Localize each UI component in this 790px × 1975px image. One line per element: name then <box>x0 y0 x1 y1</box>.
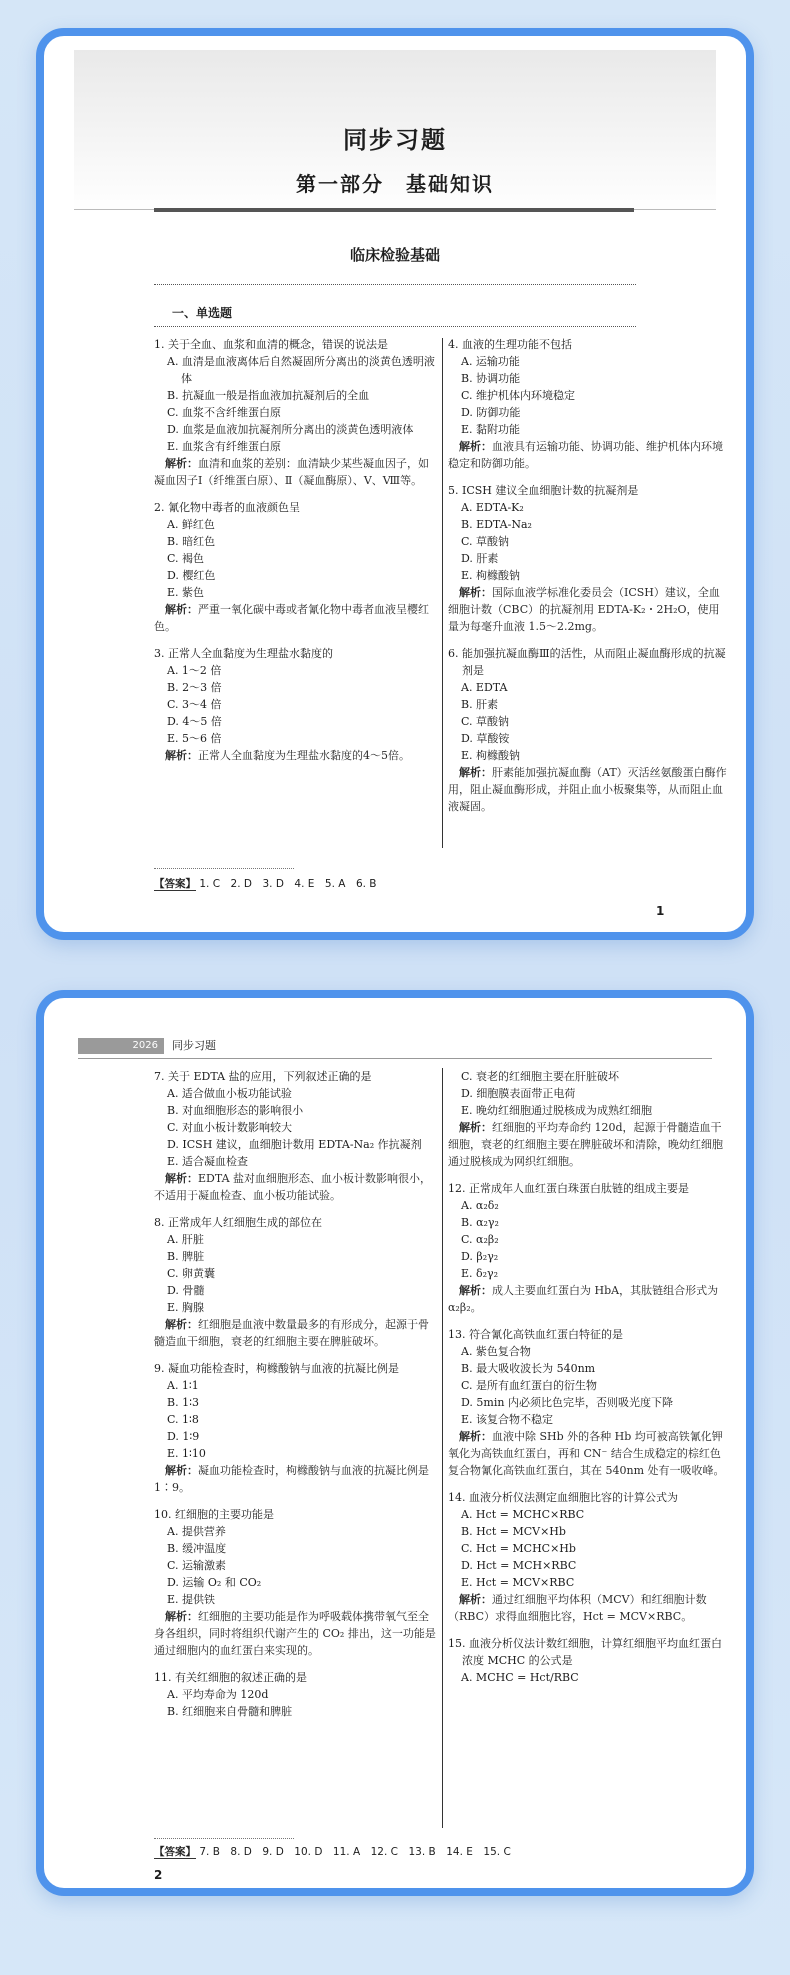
analysis-text: 血液中除 SHb 外的各种 Hb 均可被高铁氰化钾氧化为高铁血红蛋白，再和 CN⁻ 结合生成稳定的棕红色复合物氰化高铁血红蛋白，其在 540nm 处有一吸收峰。 <box>448 1430 725 1477</box>
question-option: C. 血浆不含纤维蛋白原 <box>167 406 282 419</box>
question-option: E. δ₂γ₂ <box>461 1267 499 1280</box>
question-option: D. 5min 内必须比色完毕，否则吸光度下降 <box>461 1396 673 1409</box>
title-rule-right <box>634 209 716 210</box>
analysis-label: 解析： <box>165 457 198 470</box>
analysis <box>154 1170 436 1204</box>
question-option: D. Hct = MCH×RBC <box>461 1559 577 1572</box>
question-option: A. 1∶1 <box>167 1379 199 1392</box>
analysis-label: 解析： <box>459 1284 492 1297</box>
question-option: B. 暗红色 <box>167 535 216 548</box>
question-option: E. 提供铁 <box>167 1593 216 1606</box>
answer-key-label: 【答案】 <box>154 878 196 890</box>
question-stem: 12. 正常成年人血红蛋白珠蛋白肽链的组成主要是 <box>448 1182 689 1195</box>
answer-key <box>154 876 377 891</box>
page-card-1 <box>36 28 754 940</box>
analysis-text: 通过红细胞平均体积（MCV）和红细胞计数（RBC）求得血细胞比容，Hct = MCV×RBC。 <box>448 1593 707 1623</box>
question-option: B. 对血细胞形态的影响很小 <box>167 1104 304 1117</box>
question-item <box>448 482 730 635</box>
analysis-text: 红细胞的平均寿命约 120d，起源于骨髓造血干细胞，衰老的红细胞主要在脾脏破坏和清除，晚幼红细胞通过脱核成为网织红细胞。 <box>448 1121 723 1168</box>
question-option: E. 黏附功能 <box>461 423 521 436</box>
question-item <box>448 1326 730 1479</box>
question-option: B. 协调功能 <box>461 372 521 385</box>
right-column <box>448 336 730 825</box>
analysis-label: 解析： <box>459 1430 492 1443</box>
question-option: E. 枸橼酸钠 <box>461 749 521 762</box>
question-option: E. 5～6 倍 <box>167 732 222 745</box>
question-stem: 10. 红细胞的主要功能是 <box>154 1508 274 1521</box>
question-option: D. 草酸铵 <box>461 732 510 745</box>
question-option: B. 2～3 倍 <box>167 681 222 694</box>
question-option: E. 适合凝血检查 <box>167 1155 249 1168</box>
question-option: E. 血浆含有纤维蛋白原 <box>167 440 282 453</box>
column-divider <box>442 1068 443 1828</box>
question-option: C. 衰老的红细胞主要在肝脏破坏 <box>461 1070 620 1083</box>
question-item <box>154 1669 436 1720</box>
question-item <box>448 1068 730 1170</box>
page-card-2 <box>36 990 754 1896</box>
question-option: A. 1～2 倍 <box>167 664 222 677</box>
question-item <box>448 645 730 815</box>
analysis-label: 解析： <box>165 1464 198 1477</box>
analysis-label: 解析： <box>165 603 198 616</box>
question-option: A. MCHC = Hct/RBC <box>461 1671 579 1684</box>
answers-rule <box>154 868 294 869</box>
question-option: A. EDTA <box>461 681 508 694</box>
question-stem: 7. 关于 EDTA 盐的应用，下列叙述正确的是 <box>154 1070 372 1083</box>
chapter-title: 临床检验基础 <box>349 246 440 264</box>
analysis <box>154 601 436 635</box>
analysis-text: 严重一氧化碳中毒或者氰化物中毒者血液呈樱红色。 <box>154 603 429 633</box>
question-option: B. Hct = MCV×Hb <box>461 1525 566 1538</box>
analysis-text: 红细胞的主要功能是作为呼吸载体携带氧气至全身各组织，同时将组织代谢产生的 CO₂ 排出，这一功能是通过细胞内的血红蛋白来实现的。 <box>154 1610 436 1657</box>
left-column <box>154 1068 436 1730</box>
analysis <box>154 1608 436 1659</box>
answers-rule <box>154 1838 294 1839</box>
question-option: A. 鲜红色 <box>167 518 215 531</box>
question-option: E. Hct = MCV×RBC <box>461 1576 575 1589</box>
analysis-text: 血清和血浆的差别：血清缺少某些凝血因子，如凝血因子Ⅰ（纤维蛋白原）、Ⅱ（凝血酶原）、Ⅴ、Ⅷ等。 <box>154 457 429 487</box>
dotted-divider <box>154 284 636 285</box>
question-option: D. 防御功能 <box>461 406 521 419</box>
question-option: A. 运输功能 <box>461 355 520 368</box>
title-banner <box>74 50 716 212</box>
analysis <box>448 584 730 635</box>
analysis-label: 解析： <box>165 1172 198 1185</box>
question-option: E. 1∶10 <box>167 1447 206 1460</box>
analysis-label: 解析： <box>165 1318 198 1331</box>
analysis-label: 解析： <box>459 766 492 779</box>
analysis-text: 正常人全血黏度为生理盐水黏度的4～5倍。 <box>198 749 410 762</box>
question-stem: 9. 凝血功能检查时，枸橼酸钠与血液的抗凝比例是 <box>154 1362 399 1375</box>
question-option: D. 细胞膜表面带正电荷 <box>461 1087 576 1100</box>
question-option: A. Hct = MCHC×RBC <box>461 1508 585 1521</box>
question-option: A. 血清是血液离体后自然凝固所分离出的淡黄色透明液体 <box>167 355 435 385</box>
header-title: 同步习题 <box>172 1039 216 1052</box>
question-stem: 11. 有关红细胞的叙述正确的是 <box>154 1671 307 1684</box>
question-option: C. 卵黄囊 <box>167 1267 216 1280</box>
question-option: C. 对血小板计数影响较大 <box>167 1121 293 1134</box>
question-option: C. 草酸钠 <box>461 535 510 548</box>
question-option: D. 1∶9 <box>167 1430 200 1443</box>
question-option: C. 3～4 倍 <box>167 698 222 711</box>
analysis <box>448 1119 730 1170</box>
analysis <box>448 1591 730 1625</box>
answer-key <box>154 1844 511 1859</box>
analysis <box>154 455 436 489</box>
question-option: A. α₂δ₂ <box>461 1199 499 1212</box>
left-column <box>154 336 436 774</box>
question-option: E. 胸腺 <box>167 1301 205 1314</box>
question-stem: 14. 血液分析仪法测定血细胞比容的计算公式为 <box>448 1491 678 1504</box>
question-option: D. 肝素 <box>461 552 499 565</box>
analysis-label: 解析： <box>165 749 198 762</box>
analysis-text: 血液具有运输功能、协调功能、维护机体内环境稳定和防御功能。 <box>448 440 723 470</box>
analysis-text: 凝血功能检查时，枸橼酸钠与血液的抗凝比例是 1∶9。 <box>154 1464 429 1494</box>
question-option: B. EDTA-Na₂ <box>461 518 532 531</box>
analysis <box>448 438 730 472</box>
question-option: A. 提供营养 <box>167 1525 226 1538</box>
analysis-label: 解析： <box>165 1610 198 1623</box>
question-stem: 3. 正常人全血黏度为生理盐水黏度的 <box>154 647 333 660</box>
question-option: B. 脾脏 <box>167 1250 205 1263</box>
question-option: A. 紫色复合物 <box>461 1345 531 1358</box>
question-option: C. Hct = MCHC×Hb <box>461 1542 576 1555</box>
analysis <box>448 1428 730 1479</box>
right-column <box>448 1068 730 1696</box>
answer-key-label: 【答案】 <box>154 1846 196 1858</box>
question-option: D. 骨髓 <box>167 1284 205 1297</box>
question-option: A. 适合做血小板功能试验 <box>167 1087 292 1100</box>
question-item <box>154 1506 436 1659</box>
analysis-label: 解析： <box>459 440 492 453</box>
question-option: D. β₂γ₂ <box>461 1250 499 1263</box>
question-option: D. 血浆是血液加抗凝剂所分离出的淡黄色透明液体 <box>167 423 414 436</box>
question-option: A. 平均寿命为 120d <box>167 1688 269 1701</box>
analysis-text: 国际血液学标准化委员会（ICSH）建议，全血细胞计数（CBC）的抗凝剂用 EDTA-K₂・2H₂O，使用量为每毫升血液 1.5～2.2mg。 <box>448 586 720 633</box>
analysis-label: 解析： <box>459 586 492 599</box>
part-title: 第一部分 基础知识 <box>296 172 494 196</box>
question-stem: 13. 符合氰化高铁血红蛋白特征的是 <box>448 1328 623 1341</box>
analysis-label: 解析： <box>459 1593 492 1606</box>
question-option: B. 缓冲温度 <box>167 1542 227 1555</box>
question-stem: 5. ICSH 建议全血细胞计数的抗凝剂是 <box>448 484 639 497</box>
question-stem: 4. 血液的生理功能不包括 <box>448 338 572 351</box>
analysis <box>448 1282 730 1316</box>
question-option: E. 枸橼酸钠 <box>461 569 521 582</box>
question-item <box>448 1180 730 1316</box>
question-item <box>154 499 436 635</box>
analysis-text: 肝素能加强抗凝血酶（AT）灭活丝氨酸蛋白酶作用，阻止凝血酶形成，并阻止血小板聚集等，从而阻止血液凝固。 <box>448 766 727 813</box>
question-option: C. 1∶8 <box>167 1413 199 1426</box>
question-item <box>154 1214 436 1350</box>
section-heading: 一、单选题 <box>172 306 233 320</box>
question-option: B. 肝素 <box>461 698 499 711</box>
question-option: D. 樱红色 <box>167 569 216 582</box>
question-item <box>154 1068 436 1204</box>
question-option: C. 褐色 <box>167 552 205 565</box>
analysis-text: 成人主要血红蛋白为 HbA，其肽链组合形式为 α₂β₂。 <box>448 1284 719 1314</box>
header-year-tag: 2026 <box>78 1038 164 1054</box>
question-option: B. 红细胞来自骨髓和脾脏 <box>167 1705 293 1718</box>
question-option: D. 4～5 倍 <box>167 715 222 728</box>
answer-key-values: 1. C 2. D 3. D 4. E 5. A 6. B <box>199 878 377 890</box>
question-option: B. 抗凝血一般是指血液加抗凝剂后的全血 <box>167 389 370 402</box>
question-item <box>154 645 436 764</box>
page-number: 1 <box>656 904 665 918</box>
column-divider <box>442 338 443 848</box>
question-option: A. 肝脏 <box>167 1233 204 1246</box>
book-title: 同步习题 <box>343 126 447 154</box>
dotted-divider <box>154 326 636 327</box>
question-option: B. 最大吸收波长为 540nm <box>461 1362 596 1375</box>
question-option: B. 1∶3 <box>167 1396 199 1409</box>
question-stem: 15. 血液分析仪法计数红细胞，计算红细胞平均血红蛋白浓度 MCHC 的公式是 <box>448 1637 722 1667</box>
analysis <box>154 747 436 764</box>
question-option: B. α₂γ₂ <box>461 1216 499 1229</box>
title-rule <box>154 208 634 212</box>
question-option: E. 紫色 <box>167 586 205 599</box>
header-rule <box>78 1058 712 1059</box>
analysis-text: EDTA 盐对血细胞形态、血小板计数影响很小，不适用于凝血检查、血小板功能试验。 <box>154 1172 432 1202</box>
question-item <box>448 1489 730 1625</box>
question-stem: 1. 关于全血、血浆和血清的概念，错误的说法是 <box>154 338 388 351</box>
question-item <box>448 336 730 472</box>
analysis-text: 红细胞是血液中数量最多的有形成分，起源于骨髓造血干细胞，衰老的红细胞主要在脾脏破坏。 <box>154 1318 429 1348</box>
question-option: C. α₂β₂ <box>461 1233 499 1246</box>
question-option: C. 是所有血红蛋白的衍生物 <box>461 1379 598 1392</box>
question-stem: 8. 正常成年人红细胞生成的部位在 <box>154 1216 322 1229</box>
question-option: E. 晚幼红细胞通过脱核成为成熟红细胞 <box>461 1104 653 1117</box>
question-option: C. 维护机体内环境稳定 <box>461 389 576 402</box>
analysis <box>154 1316 436 1350</box>
question-item <box>154 336 436 489</box>
question-option: A. EDTA-K₂ <box>461 501 524 514</box>
page-number: 2 <box>154 1868 163 1882</box>
question-stem: 6. 能加强抗凝血酶Ⅲ的活性，从而阻止凝血酶形成的抗凝剂是 <box>448 647 726 677</box>
analysis <box>154 1462 436 1496</box>
question-item <box>448 1635 730 1686</box>
title-rule-left <box>74 209 154 210</box>
analysis <box>448 764 730 815</box>
question-stem: 2. 氰化物中毒者的血液颜色呈 <box>154 501 300 514</box>
question-option: C. 草酸钠 <box>461 715 510 728</box>
question-option: D. ICSH 建议，血细胞计数用 EDTA-Na₂ 作抗凝剂 <box>167 1138 422 1151</box>
answer-key-values: 7. B 8. D 9. D 10. D 11. A 12. C 13. B 14. E 15. C <box>199 1846 511 1858</box>
question-option: D. 运输 O₂ 和 CO₂ <box>167 1576 262 1589</box>
question-item <box>154 1360 436 1496</box>
analysis-label: 解析： <box>459 1121 492 1134</box>
question-option: C. 运输激素 <box>167 1559 227 1572</box>
question-option: E. 该复合物不稳定 <box>461 1413 554 1426</box>
